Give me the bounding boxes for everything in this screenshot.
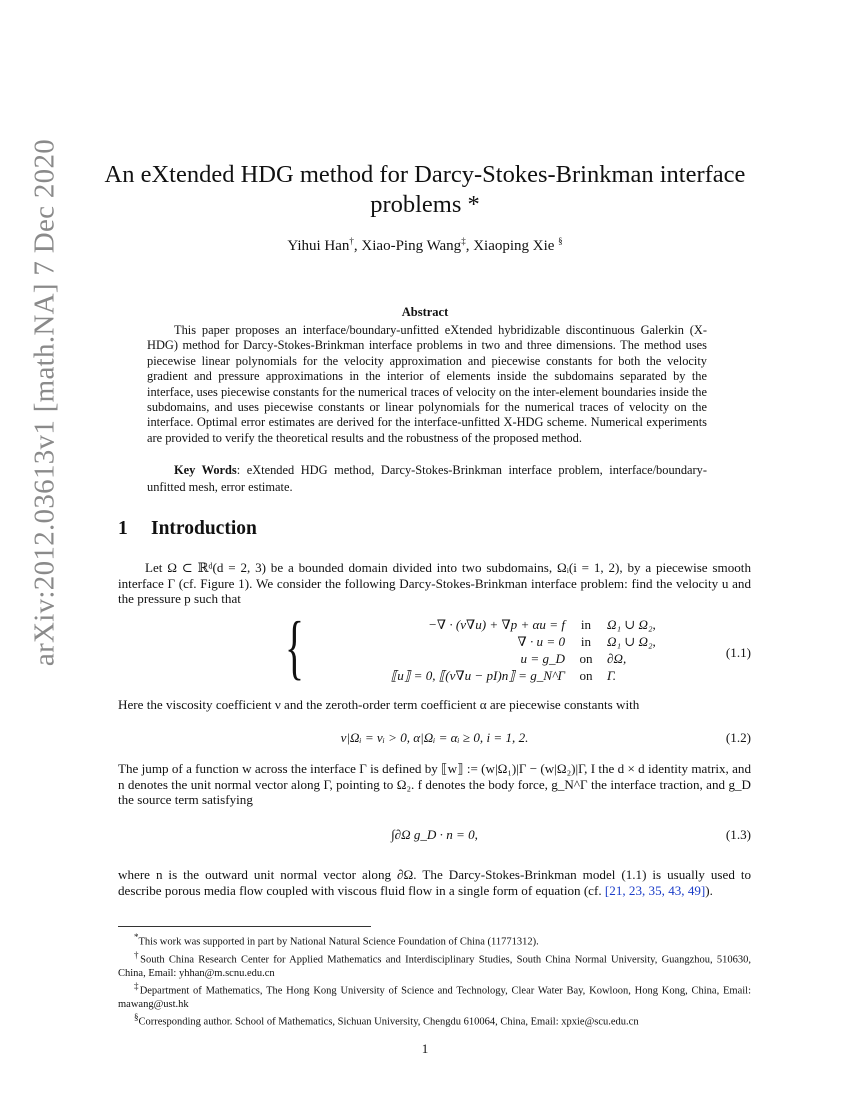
eq-keyword: on (579, 668, 593, 683)
footnote-mark: * (134, 932, 139, 942)
section-title: Introduction (151, 518, 257, 539)
paragraph: Here the viscosity coefficient ν and the zeroth-order term coefficient α are piecewise constants with (118, 697, 640, 712)
abstract-heading: Abstract (401, 305, 449, 319)
eq-domain: Ω₁ ∪ Ω₂, (607, 634, 656, 649)
title-line-2: problems * (370, 191, 480, 218)
citation-links[interactable]: [21, 23, 35, 43, 49] (604, 882, 706, 898)
footnote-text: Corresponding author. School of Mathematics, Sichuan University, Chengdu 610064, China, Email: xpxie@scu.edu.cn (138, 1016, 639, 1028)
title-line-1: An eXtended HDG method for Darcy-Stokes-Brinkman interface (104, 161, 746, 188)
paragraph (118, 867, 751, 898)
footnote-text: South China Research Center for Applied Mathematics and Interdisciplinary Studies, South China Normal University, Guangzhou, 510630, China, Email: yhhan@m.scnu.edu.cn (118, 954, 752, 979)
footnote (118, 931, 751, 949)
footnotes (118, 931, 751, 1029)
footnote (118, 949, 751, 980)
eq-lhs: ∇ · u = 0 (517, 634, 565, 649)
author-list: Yihui Han†, Xiao-Ping Wang‡, Xiaoping Xie § (287, 236, 563, 254)
equation-1-1 (285, 607, 656, 689)
eq-keyword: in (580, 634, 592, 649)
equation-label: (1.1) (725, 645, 751, 660)
paragraph-end: ). (705, 882, 713, 898)
footnote (118, 980, 751, 1011)
author: Xiaoping Xie (473, 238, 555, 254)
equation-label: (1.3) (725, 827, 751, 842)
section-number: 1 (118, 518, 128, 539)
left-brace: { (285, 607, 305, 687)
keywords (147, 462, 707, 496)
footnote (118, 1011, 751, 1029)
author-mark: ‡ (461, 236, 466, 246)
eq-domain: Ω₁ ∪ Ω₂, (607, 617, 656, 632)
equation-row (305, 617, 656, 633)
eq-keyword: on (579, 651, 593, 666)
eq-keyword: in (580, 617, 592, 632)
equation-row (305, 651, 626, 667)
paragraph-text: where n is the outward unit normal vector along ∂Ω. The Darcy-Stokes-Brinkman model (1.1) is usually used to describe porous media flow coupled with viscous fluid flow in a single form of equation (cf. (118, 867, 751, 898)
keywords-text: : eXtended HDG method, Darcy-Stokes-Brinkman interface problem, interface/boundary-unfitted mesh, error estimate. (147, 463, 707, 494)
equation-label: (1.2) (725, 730, 751, 745)
footnote-rule (118, 926, 371, 927)
footnote-mark: § (134, 1011, 139, 1022)
author-mark: § (558, 236, 563, 246)
footnote-text: Department of Mathematics, The Hong Kong University of Science and Technology, Clear Water Bay, Kowloon, Hong Kong, China, Email: mawang@ust.hk (118, 985, 752, 1010)
author: Yihui Han (287, 238, 350, 254)
arxiv-stamp: arXiv:2012.03613v1 [math.NA] 7 Dec 2020 (28, 138, 61, 667)
eq-lhs: ⟦u⟧ = 0, ⟦(ν∇u − pI)n⟧ = g_N^Γ (390, 668, 565, 683)
paragraph: Let Ω ⊂ ℝᵈ(d = 2, 3) be a bounded domain divided into two subdomains, Ωᵢ(i = 1, 2), by a piecewise smooth interface Γ (cf. Figure 1). We consider the following Darcy-Stokes-Brinkman interface problem: find the velocity u and the pressure p such that (118, 560, 751, 607)
eq-domain: ∂Ω, (607, 651, 627, 666)
author-mark: † (349, 236, 354, 246)
paper-title (100, 160, 750, 220)
keywords-label: Key Words (174, 463, 237, 477)
eq-domain: Γ. (607, 668, 617, 683)
equation-1-2: ν|Ωᵢ = νᵢ > 0, α|Ωᵢ = αᵢ ≥ 0, i = 1, 2. (340, 730, 529, 745)
eq-lhs: −∇ · (ν∇u) + ∇p + αu = f (428, 617, 565, 632)
eq-lhs: u = g_D (520, 651, 565, 666)
section-heading (118, 518, 257, 540)
paragraph: The jump of a function w across the interface Γ is defined by ⟦w⟧ := (w|Ω₁)|Γ − (w|Ω₂)|Γ, I the d × d identity matrix, and n denotes the unit normal vector along Γ, pointing to Ω₂. f denotes the body force, g_N^Γ the interface traction, and g_D the source term satisfying (118, 761, 751, 808)
footnote-mark: † (134, 949, 141, 960)
equation-row (305, 634, 656, 650)
footnote-text: This work was supported in part by National Natural Science Foundation of China (11771312). (138, 936, 539, 948)
page-number: 1 (421, 1041, 429, 1056)
author: Xiao-Ping Wang (361, 238, 462, 254)
abstract-text: This paper proposes an interface/boundary-unfitted eXtended hybridizable discontinuous Galerkin (X-HDG) method for Darcy-Stokes-Brinkman interface problems in two and three dimensions. The method uses piecewise linear polynomials for the velocity approximation and piecewise constants for both the velocity gradient and pressure approximations in the interior of elements inside the subdomains separated by the interface, uses piecewise constants for the numerical traces of velocity on the inter-element boundaries inside the subdomains, and uses piecewise constants or linear polynomials for the numerical traces of velocity on the interface. Optimal error estimates are derived for the interface-unfitted X-HDG scheme. Numerical experiments are provided to verify the theoretical results and the robustness of the proposed method. (147, 323, 707, 445)
equation-1-3: ∫∂Ω g_D · n = 0, (391, 827, 478, 842)
equation-row (305, 668, 616, 684)
footnote-mark: ‡ (134, 980, 140, 991)
